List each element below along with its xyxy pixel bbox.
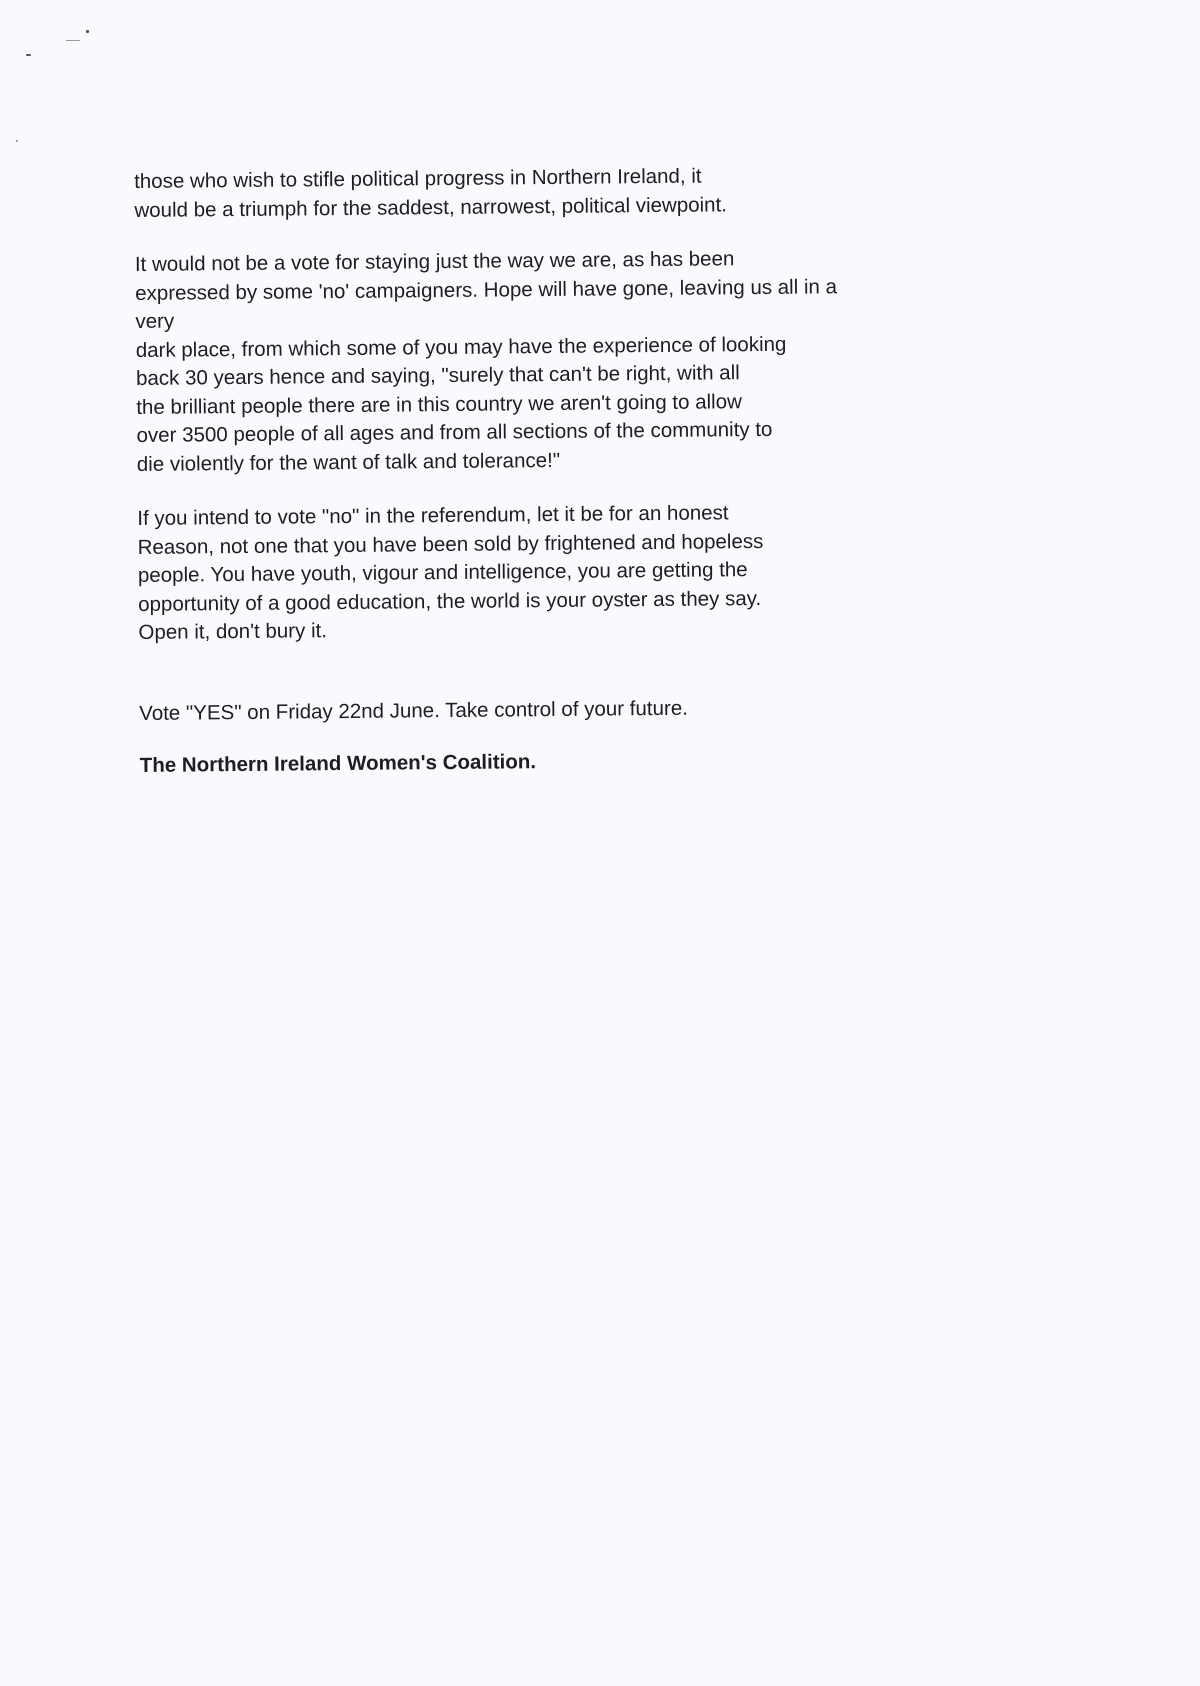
scan-speck	[26, 54, 31, 56]
scan-speck	[16, 140, 18, 142]
text-line: the brilliant people there are in this country we aren't going to allow	[136, 389, 742, 419]
letter-body	[134, 159, 1040, 780]
text-line: opportunity of a good education, the world is your oyster as they say.	[138, 586, 762, 616]
text-line: expressed by some 'no' campaigners. Hope will have gone, leaving us all in a	[135, 274, 838, 305]
text-line: Reason, not one that you have been sold by frightened and hopeless	[137, 529, 764, 559]
paragraph-2	[135, 242, 1037, 479]
paragraph-1	[134, 159, 1035, 225]
text-line: Vote "YES" on Friday 22nd June. Take control of your future.	[139, 696, 688, 725]
text-line: It would not be a vote for staying just the way we are, as has been	[134, 247, 735, 276]
text-line: would be a triumph for the saddest, narrowest, political viewpoint.	[134, 192, 728, 222]
text-line: dark place, from which some of you may have the experience of looking	[135, 332, 787, 362]
text-line: very	[135, 309, 175, 333]
text-line: over 3500 people of all ages and from all sections of the community to	[136, 417, 773, 447]
text-line: those who wish to stifle political progress in Northern Ireland, it	[134, 164, 702, 193]
paragraph-3	[137, 496, 1038, 647]
paragraph-gap	[139, 639, 1039, 700]
scan-speck	[86, 30, 89, 33]
text-line: die violently for the want of talk and tolerance!"	[136, 448, 561, 476]
scan-speck	[66, 40, 80, 41]
text-line: Open it, don't bury it.	[138, 619, 328, 644]
signature: The Northern Ireland Women's Coalition.	[139, 750, 537, 777]
text-line: If you intend to vote "no" in the referendum, let it be for an honest	[137, 501, 729, 530]
text-line: back 30 years hence and saying, "surely that can't be right, with all	[135, 361, 740, 390]
text-line: people. You have youth, vigour and intelligence, you are getting the	[137, 558, 748, 587]
